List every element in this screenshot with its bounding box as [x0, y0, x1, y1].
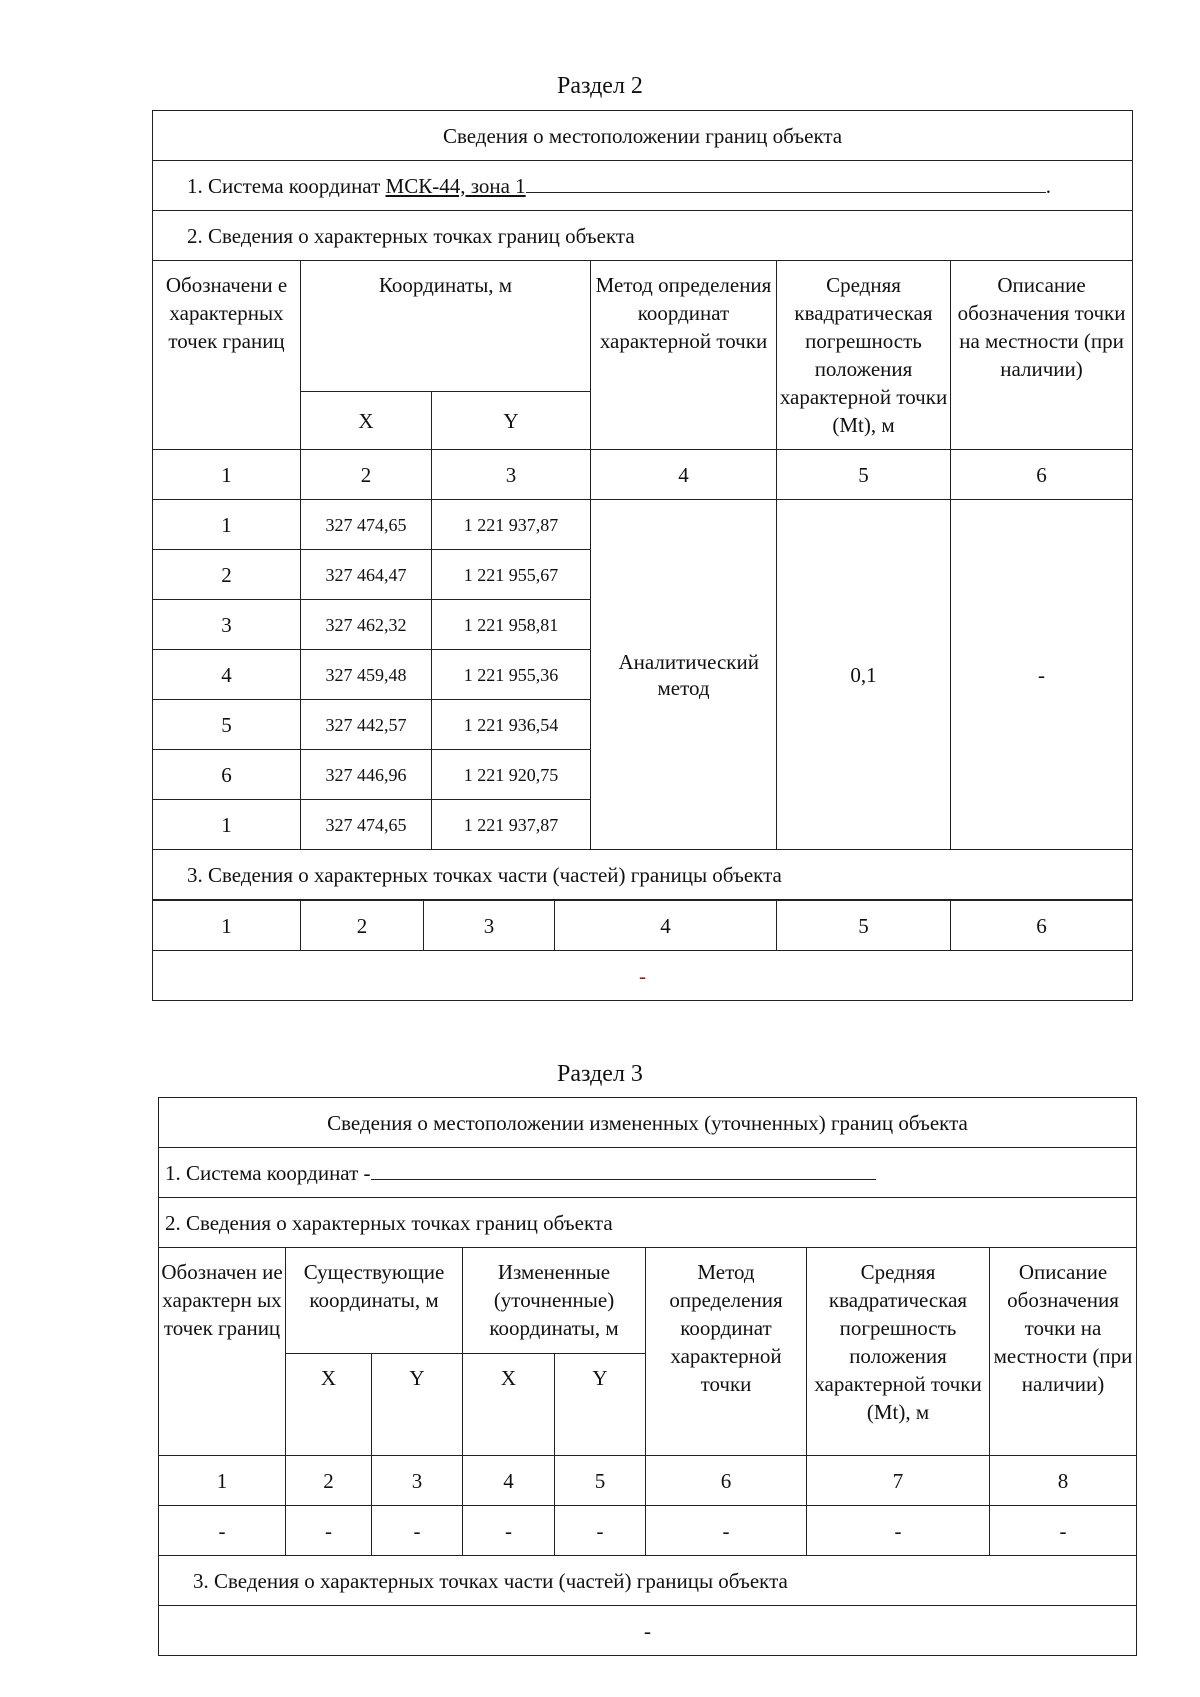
point-y: 1 221 937,87 — [432, 500, 591, 550]
col-existing-header: Существующие координаты, м — [286, 1248, 463, 1354]
method-value-text: Аналитический метод — [618, 649, 759, 700]
point-y: 1 221 955,36 — [432, 650, 591, 700]
col-y-changed-header: Y — [555, 1354, 646, 1456]
col-number: 2 — [301, 901, 424, 951]
point-y: 1 221 955,67 — [432, 550, 591, 600]
col-number: 1 — [159, 1456, 286, 1506]
col-number: 5 — [777, 450, 951, 500]
col-number: 4 — [591, 450, 777, 500]
col-number: 1 — [153, 450, 301, 500]
point-x: 327 459,48 — [301, 650, 432, 700]
col-number: 8 — [990, 1456, 1137, 1506]
point-number: 5 — [153, 700, 301, 750]
col-number: 3 — [432, 450, 591, 500]
description-value: - — [951, 500, 1133, 850]
table-row — [153, 500, 1133, 550]
coord-system-end: . — [1045, 173, 1051, 198]
col-number: 3 — [424, 901, 555, 951]
col-number: 6 — [951, 901, 1133, 951]
point-y: 1 221 937,87 — [432, 800, 591, 850]
col-method-header: Метод определения координат характерной точки — [591, 261, 777, 450]
col-number: 4 — [463, 1456, 555, 1506]
point-x: 327 442,57 — [301, 700, 432, 750]
col-number: 3 — [372, 1456, 463, 1506]
section3-coord-system — [159, 1148, 1137, 1198]
col-number: 5 — [555, 1456, 646, 1506]
section3-heading: Сведения о местоположении измененных (уточненных) границ объекта — [159, 1098, 1137, 1148]
point-number: 6 — [153, 750, 301, 800]
point-x: 327 474,65 — [301, 800, 432, 850]
coord-system-value: МСК-44, зона 1 — [385, 173, 526, 198]
table-row — [159, 1506, 1137, 1556]
col-number: 6 — [951, 450, 1133, 500]
point-x: 327 464,47 — [301, 550, 432, 600]
col-changed-header: Измененные (уточненные) координаты, м — [463, 1248, 646, 1354]
col-y-header: Y — [432, 392, 591, 450]
col-designation-header: Обозначен ие характерн ых точек границ — [159, 1248, 286, 1456]
col-description-header: Описание обозначения точки на местности (при наличии) — [990, 1248, 1137, 1456]
coord-system-underline — [526, 172, 1046, 193]
empty-cell: - — [372, 1506, 463, 1556]
point-number: 4 — [153, 650, 301, 700]
empty-cell: - — [555, 1506, 646, 1556]
empty-cell: - — [807, 1506, 990, 1556]
empty-cell: - — [286, 1506, 372, 1556]
col-description-header: Описание обозначения точки на местности (при наличии) — [951, 261, 1133, 450]
point-x: 327 446,96 — [301, 750, 432, 800]
section3-title: Раздел 3 — [557, 1061, 643, 1087]
col-y-existing-header: Y — [372, 1354, 463, 1456]
section3-points-heading: 2. Сведения о характерных точках границ объекта — [159, 1198, 1137, 1248]
section2-heading: Сведения о местоположении границ объекта — [153, 111, 1133, 161]
col-number: 2 — [301, 450, 432, 500]
section2-coord-system — [153, 161, 1133, 211]
col-error-header: Средняя квадратическая погрешность положения характерной точки (Mt), м — [807, 1248, 990, 1456]
section2-points-heading: 2. Сведения о характерных точках границ объекта — [153, 211, 1133, 261]
coord-system-label: 1. Система координат - — [165, 1160, 371, 1185]
section2-table — [152, 110, 1133, 900]
point-number: 3 — [153, 600, 301, 650]
column-number-row — [159, 1456, 1137, 1506]
col-number: 1 — [153, 901, 301, 951]
col-number: 4 — [555, 901, 777, 951]
parts-column-number-row — [153, 901, 1133, 951]
point-number: 1 — [153, 500, 301, 550]
col-method-header: Метод определения координат характерной точки — [646, 1248, 807, 1456]
error-value: 0,1 — [777, 500, 951, 850]
point-x: 327 474,65 — [301, 500, 432, 550]
col-number: 6 — [646, 1456, 807, 1506]
section2-title: Раздел 2 — [557, 73, 643, 99]
col-number: 5 — [777, 901, 951, 951]
method-value — [591, 500, 777, 850]
point-number: 2 — [153, 550, 301, 600]
parts-empty-value: - — [159, 1606, 1137, 1656]
col-designation-header: Обозначени е характерных точек границ — [153, 261, 301, 450]
section3-table — [158, 1097, 1137, 1656]
parts-empty-value: - — [153, 951, 1133, 1001]
col-number: 7 — [807, 1456, 990, 1506]
empty-cell: - — [159, 1506, 286, 1556]
section3-parts-heading: 3. Сведения о характерных точках части (частей) границы объекта — [159, 1556, 1137, 1606]
empty-cell: - — [990, 1506, 1137, 1556]
col-x-existing-header: X — [286, 1354, 372, 1456]
section2-parts-table — [152, 900, 1133, 1001]
coord-system-label: 1. Система координат — [187, 173, 386, 198]
col-coords-header: Координаты, м — [301, 261, 591, 392]
col-error-header: Средняя квадратическая погрешность положения характерной точки (Mt), м — [777, 261, 951, 450]
empty-cell: - — [463, 1506, 555, 1556]
col-number: 2 — [286, 1456, 372, 1506]
point-x: 327 462,32 — [301, 600, 432, 650]
col-x-header: X — [301, 392, 432, 450]
point-y: 1 221 936,54 — [432, 700, 591, 750]
empty-cell: - — [646, 1506, 807, 1556]
column-number-row — [153, 450, 1133, 500]
section2-parts-heading: 3. Сведения о характерных точках части (частей) границы объекта — [153, 850, 1133, 900]
point-y: 1 221 920,75 — [432, 750, 591, 800]
point-number: 1 — [153, 800, 301, 850]
col-x-changed-header: X — [463, 1354, 555, 1456]
coord-system-underline — [371, 1159, 876, 1180]
point-y: 1 221 958,81 — [432, 600, 591, 650]
